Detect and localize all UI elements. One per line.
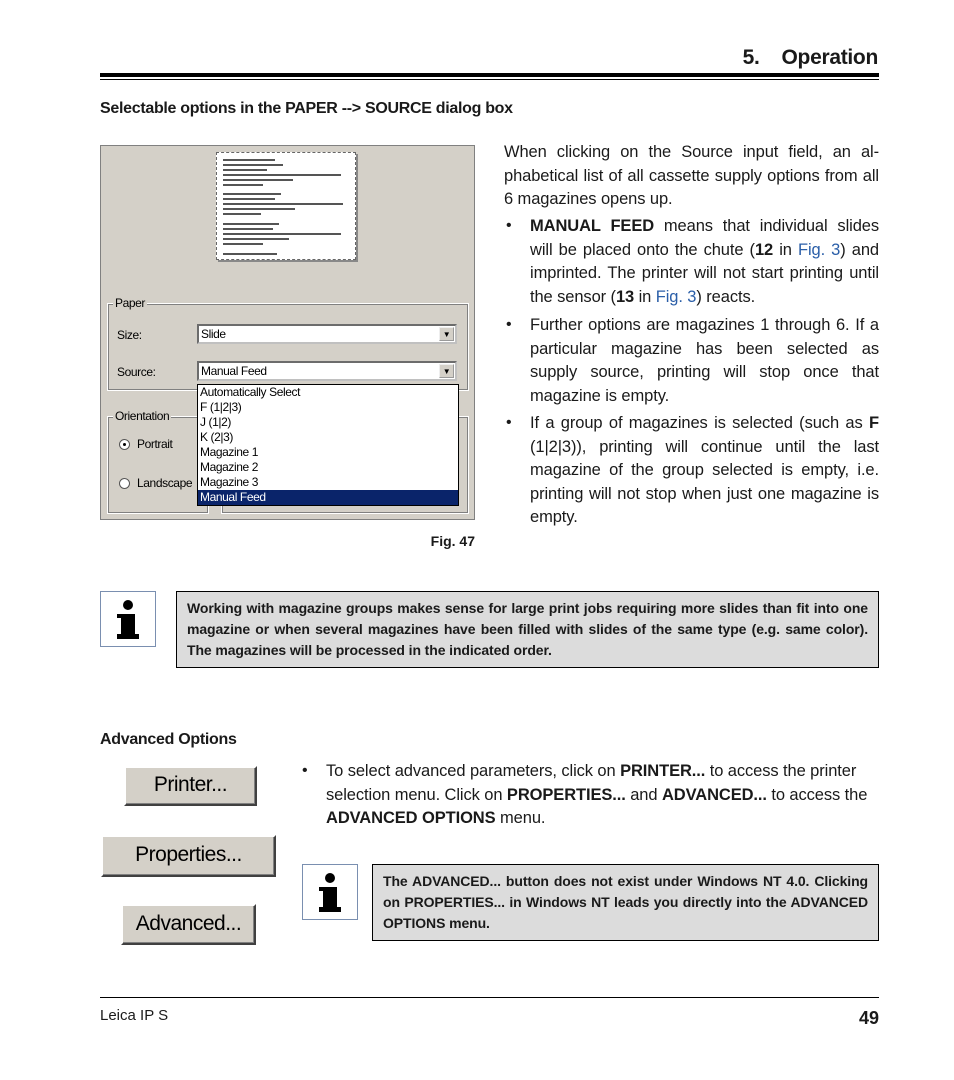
bullet-text: to access the xyxy=(766,785,868,804)
size-select[interactable] xyxy=(197,324,457,344)
figure-caption: Fig. 47 xyxy=(430,533,475,549)
footer-product-name: Leica IP S xyxy=(100,1007,169,1024)
portrait-radio[interactable] xyxy=(119,439,130,450)
advanced-button[interactable]: Advanced... xyxy=(121,904,256,945)
ref-number: 12 xyxy=(754,240,774,259)
header-rule-thin xyxy=(100,79,879,80)
fig-3-link[interactable]: Fig. 3 xyxy=(797,240,841,259)
advanced-options-term: ADVANCED OPTIONS xyxy=(326,809,496,827)
source-option[interactable]: Magazine 3 xyxy=(200,475,259,489)
source-option[interactable]: J (1|2) xyxy=(200,415,231,429)
source-option[interactable]: Magazine 2 xyxy=(200,460,259,474)
intro-paragraph: When clicking on the Source input field, an al-phabetical list of all cassette supply options from all 6 magazines opens up. xyxy=(504,143,879,208)
section-title xyxy=(743,46,878,70)
bullet-manual-feed xyxy=(530,215,879,309)
source-select-value: Manual Feed xyxy=(201,364,267,378)
bullet-magazines: Further options are magazines 1 through 6. If a particular magazine has been selected as supply source, printing will stop once that magazine is empty. xyxy=(530,316,879,405)
properties-term: PROPERTIES... xyxy=(506,785,626,804)
printer-term: PRINTER... xyxy=(620,762,706,780)
page-preview xyxy=(216,152,356,260)
bullet-magazine-group xyxy=(530,412,879,530)
source-label: Source: xyxy=(117,365,156,379)
source-dropdown-list[interactable] xyxy=(197,384,459,506)
chevron-down-icon[interactable]: ▼ xyxy=(439,364,454,378)
advanced-term: ADVANCED... xyxy=(661,785,767,804)
note-magazine-groups: Working with magazine groups makes sense for large print jobs requiring more slides than fit into one magazine or when several magazines have been filled with slides of the same type (e.g. same color). The magazines will be processed in the indicated order. xyxy=(176,591,879,668)
bullet-text: ) reacts. xyxy=(696,287,756,306)
bullet-dot: • xyxy=(506,316,512,333)
source-option[interactable]: F (1|2|3) xyxy=(200,400,242,414)
source-select[interactable] xyxy=(197,361,457,381)
section-number: 5. xyxy=(742,46,760,69)
section-heading-paper-source: Selectable options in the PAPER --> SOURCE dialog box xyxy=(100,100,513,117)
portrait-label: Portrait xyxy=(137,437,173,451)
page-number: 49 xyxy=(858,1008,879,1028)
printer-button[interactable]: Printer... xyxy=(124,766,257,806)
source-option-selected[interactable]: Manual Feed xyxy=(198,490,458,505)
fig-3-link[interactable]: Fig. 3 xyxy=(655,287,697,306)
bullet-text: (1|2|3)), printing will continue until the last magazine of the group selected is empty, i.e. printing will not stop when just one magazine is empty. xyxy=(530,437,879,526)
header-rule xyxy=(100,73,879,77)
section-name: Operation xyxy=(781,46,878,69)
properties-button[interactable]: Properties... xyxy=(101,835,276,877)
bullet-text: in xyxy=(773,240,798,259)
chevron-down-icon[interactable]: ▼ xyxy=(439,327,454,341)
bullet-text: If a group of magazines is selected (such as xyxy=(530,414,870,432)
size-select-value: Slide xyxy=(201,327,226,341)
bullet-text: menu. xyxy=(495,809,546,827)
manual-feed-term: MANUAL FEED xyxy=(530,217,655,235)
orientation-group-label: Orientation xyxy=(115,409,170,423)
bullet-text: ) and imprinted. The printer will not start printing until the sensor ( xyxy=(530,240,879,306)
bullet-dot: • xyxy=(506,414,512,431)
group-term: F xyxy=(869,414,879,432)
orientation-group xyxy=(107,416,209,514)
source-option[interactable]: Automatically Select xyxy=(200,385,301,399)
paper-source-dialog-screenshot xyxy=(100,145,475,520)
bullet-text: means that individual slides will be placed onto the chute ( xyxy=(530,217,880,259)
note-windows-nt: The ADVANCED... button does not exist under Windows NT 4.0. Clicking on PROPERTIES... in Windows NT leads you directly into the ADVANCED OPTIONS menu. xyxy=(372,864,879,941)
landscape-radio[interactable] xyxy=(119,478,130,489)
bullet-text: to access the printer selection menu. Click on xyxy=(326,762,857,804)
footer-rule xyxy=(100,997,879,998)
bullet-text: To select advanced parameters, click on xyxy=(326,762,621,780)
info-icon xyxy=(302,864,358,920)
bullet-dot: • xyxy=(302,762,308,779)
bullet-text: and xyxy=(625,785,662,804)
info-icon xyxy=(100,591,156,647)
landscape-label: Landscape xyxy=(137,476,193,490)
bullet-text: in xyxy=(634,287,656,306)
source-option[interactable]: K (2|3) xyxy=(200,430,233,444)
ref-number: 13 xyxy=(615,287,635,306)
source-option[interactable]: Magazine 1 xyxy=(200,445,259,459)
bullet-advanced-options xyxy=(326,760,879,831)
size-label: Size: xyxy=(117,328,142,342)
section-heading-advanced-options: Advanced Options xyxy=(100,731,237,748)
bullet-dot: • xyxy=(506,217,512,234)
paper-group-label: Paper xyxy=(115,296,146,310)
